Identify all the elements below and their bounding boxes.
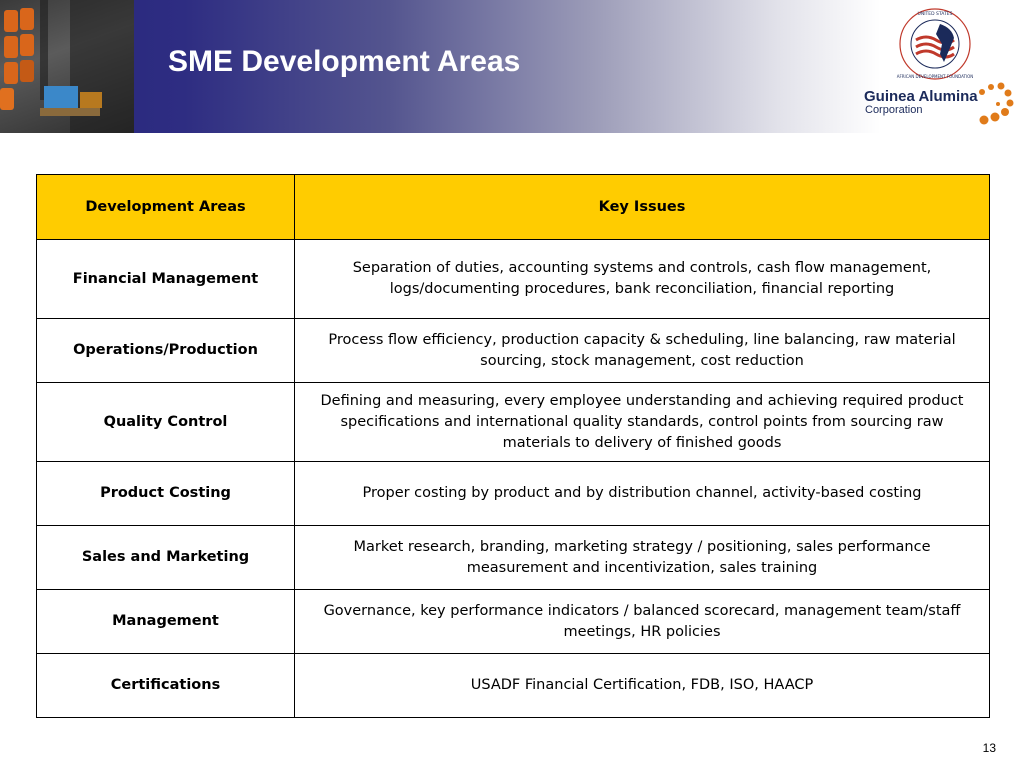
usadf-seal-logo bbox=[896, 6, 974, 82]
column-header-key-issues: Key Issues bbox=[295, 175, 990, 240]
issues-cell: Proper costing by product and by distribution channel, activity-based costing bbox=[295, 462, 990, 526]
issues-cell: Separation of duties, accounting systems and controls, cash flow management, logs/documenting procedures, bank reconciliation, financial reporting bbox=[295, 240, 990, 319]
table-row bbox=[37, 383, 990, 462]
table-header-row bbox=[37, 175, 990, 240]
development-areas-table bbox=[36, 174, 990, 718]
area-cell: Product Costing bbox=[37, 462, 295, 526]
table-row bbox=[37, 462, 990, 526]
page-number: 13 bbox=[982, 741, 996, 755]
area-cell: Sales and Marketing bbox=[37, 526, 295, 590]
table-row bbox=[37, 654, 990, 718]
table-row bbox=[37, 526, 990, 590]
area-cell: Operations/Production bbox=[37, 319, 295, 383]
slide-title: SME Development Areas bbox=[168, 45, 521, 78]
svg-text:UNITED STATES: UNITED STATES bbox=[917, 12, 953, 17]
issues-cell: Process flow efficiency, production capacity & scheduling, line balancing, raw material sourcing, stock management, cost reduction bbox=[295, 319, 990, 383]
table-row bbox=[37, 590, 990, 654]
column-header-development-areas: Development Areas bbox=[37, 175, 295, 240]
issues-cell: Governance, key performance indicators / balanced scorecard, management team/staff meetings, HR policies bbox=[295, 590, 990, 654]
area-cell: Quality Control bbox=[37, 383, 295, 462]
issues-cell: USADF Financial Certification, FDB, ISO, HAACP bbox=[295, 654, 990, 718]
area-cell: Certifications bbox=[37, 654, 295, 718]
gac-logo-subtitle: Corporation bbox=[865, 104, 923, 116]
warehouse-photo bbox=[0, 0, 134, 133]
area-cell: Financial Management bbox=[37, 240, 295, 319]
issues-cell: Market research, branding, marketing strategy / positioning, sales performance measurement and incentivization, sales training bbox=[295, 526, 990, 590]
gac-logo-name: Guinea Alumina bbox=[864, 88, 978, 105]
table-row bbox=[37, 319, 990, 383]
svg-text:AFRICAN DEVELOPMENT FOUNDATION: AFRICAN DEVELOPMENT FOUNDATION bbox=[896, 74, 974, 79]
issues-cell: Defining and measuring, every employee understanding and achieving required product specifications and international quality standards, control points from sourcing raw materials to delivery of finished goods bbox=[295, 383, 990, 462]
table-row bbox=[37, 240, 990, 319]
area-cell: Management bbox=[37, 590, 295, 654]
